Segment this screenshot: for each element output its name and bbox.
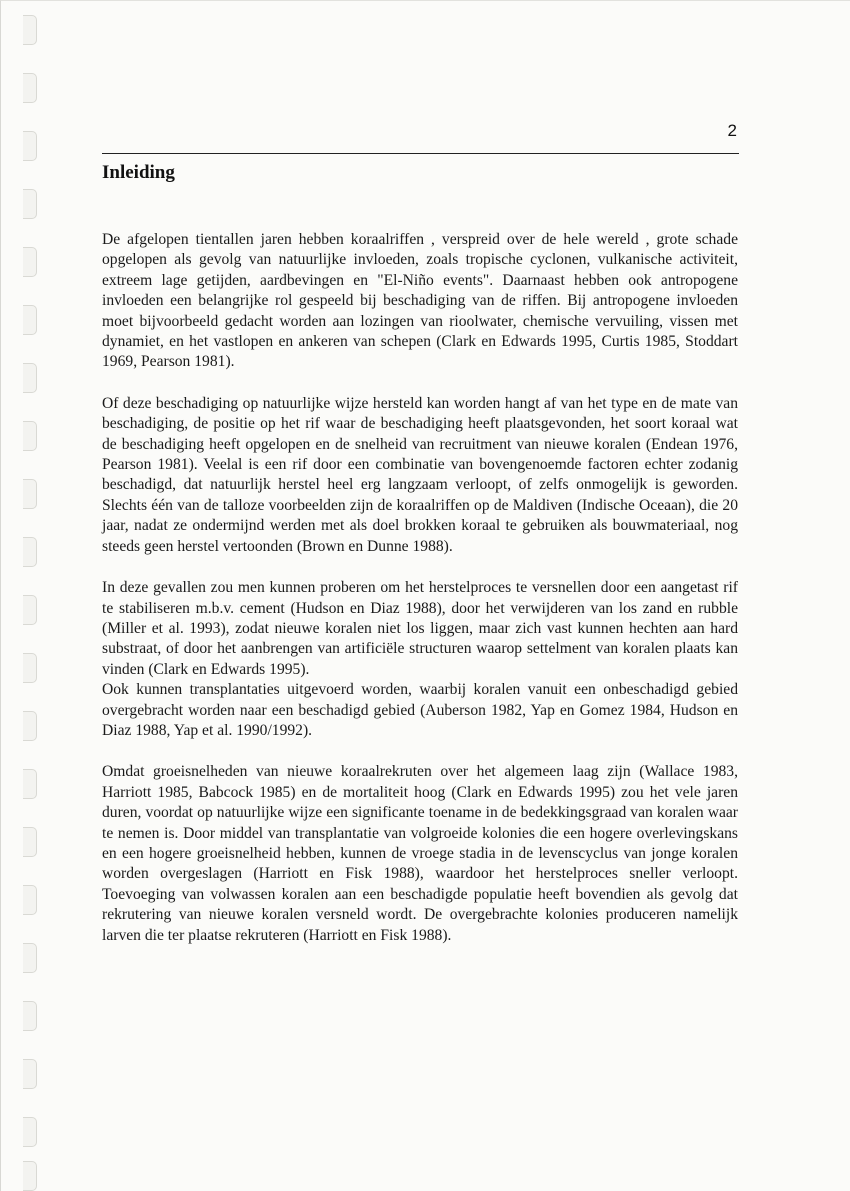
binding-hole bbox=[23, 189, 37, 219]
binding-hole bbox=[23, 1001, 37, 1031]
binding-hole bbox=[23, 421, 37, 451]
binding-hole bbox=[23, 247, 37, 277]
binding-hole bbox=[23, 885, 37, 915]
binding-hole bbox=[23, 1161, 37, 1191]
binding-hole bbox=[23, 305, 37, 335]
paragraph: Ook kunnen transplantaties uitgevoerd worden, waarbij koralen vanuit een onbeschadigd gebied overgebracht worden naar een beschadigd gebied (Auberson 1982, Yap en Gomez 1984, Hudson en Diaz 1988, Yap et al. 1990/1992). bbox=[102, 681, 738, 739]
binding-hole bbox=[23, 1059, 37, 1089]
binding-hole bbox=[23, 769, 37, 799]
binding-hole bbox=[23, 363, 37, 393]
page-number: 2 bbox=[727, 121, 737, 140]
binding-hole bbox=[23, 711, 37, 741]
binding-hole bbox=[23, 943, 37, 973]
binding-hole bbox=[23, 595, 37, 625]
binding-hole bbox=[23, 537, 37, 567]
section-heading: Inleiding bbox=[102, 162, 175, 183]
paragraph: In deze gevallen zou men kunnen proberen om het herstelproces te versnellen door een aangetast rif te stabiliseren m.b.v. cement (Hudson en Diaz 1988), door het verwijderen van los zand en rubble (Miller et al. 1993), zodat nieuwe koralen niet los liggen, maar zich vast kunnen hechten aan hard substraat, of door het aanbrengen van artificiële structuren waarop settelment van koralen plaats kan vinden (Clark en Edwards 1995). bbox=[102, 579, 738, 678]
binding-hole bbox=[23, 827, 37, 857]
binding-hole bbox=[23, 15, 37, 45]
binding-hole bbox=[23, 479, 37, 509]
binding-holes bbox=[23, 1, 43, 1191]
paragraph: Of deze beschadiging op natuurlijke wijze hersteld kan worden hangt af van het type en de mate van beschadiging, de positie op het rif waar de beschadiging heeft plaatsgevonden, het soort koraal wat de beschadiging heeft opgelopen en de snelheid van recruitment van nieuwe koralen (Endean 1976, Pearson 1981). Veelal is een rif door een combinatie van bovengenoemde factoren echter zodanig beschadigd, dat natuurlijk herstel heel erg langzaam verloopt, of zelfs onmogelijk is geworden. Slechts één van de talloze voorbeelden zijn de koraalriffen op de Maldiven (Indische Oceaan), die 20 jaar, nadat ze ondermijnd werden met als doel brokken koraal te gebruiken als bouwmateriaal, nog steeds geen herstel vertoonden (Brown en Dunne 1988). bbox=[102, 394, 738, 555]
paragraph: Omdat groeisnelheden van nieuwe koraalrekruten over het algemeen laag zijn (Wallace 1983, Harriott 1985, Babcock 1985) en de mortaliteit hoog (Clark en Edwards 1995) zou het vele jaren duren, voordat op natuurlijke wijze een significante toename in de bedekkingsgraad van koralen waar te nemen is. Door middel van transplantatie van volgroeide kolonies die een hogere overlevingskans en een hogere groeisnelheid hebben, kunnen de vroege stadia in de levenscyclus van jonge koralen worden overgeslagen (Harriott en Fisk 1988), waardoor het herstelproces sneller verloopt. Toevoeging van volwassen koralen aan een beschadigde populatie heeft bovendien als gevolg dat rekrutering van nieuwe koralen versneld wordt. De overgebrachte kolonies produceren namelijk larven die ter plaatse rekruteren (Harriott en Fisk 1988). bbox=[102, 763, 738, 944]
binding-hole bbox=[23, 1117, 37, 1147]
paragraph: De afgelopen tientallen jaren hebben koraalriffen , verspreid over de hele wereld , grote schade opgelopen als gevolg van natuurlijke invloeden, zoals tropische cyclonen, vulkanische activiteit, extreem lage getijden, aardbevingen en "El-Niño events". Daarnaast hebben ook antropogene invloeden een belangrijke rol gespeeld bij beschadiging van de riffen. Bij antropogene invloeden moet bijvoorbeeld gedacht worden aan lozingen van rioolwater, chemische vervuiling, vissen met dynamiet, en het vastlopen en ankeren van schepen (Clark en Edwards 1995, Curtis 1985, Stoddart 1969, Pearson 1981). bbox=[102, 231, 738, 371]
binding-hole bbox=[23, 73, 37, 103]
header-rule bbox=[102, 153, 739, 154]
body-text bbox=[102, 230, 738, 946]
binding-hole bbox=[23, 653, 37, 683]
binding-hole bbox=[23, 131, 37, 161]
